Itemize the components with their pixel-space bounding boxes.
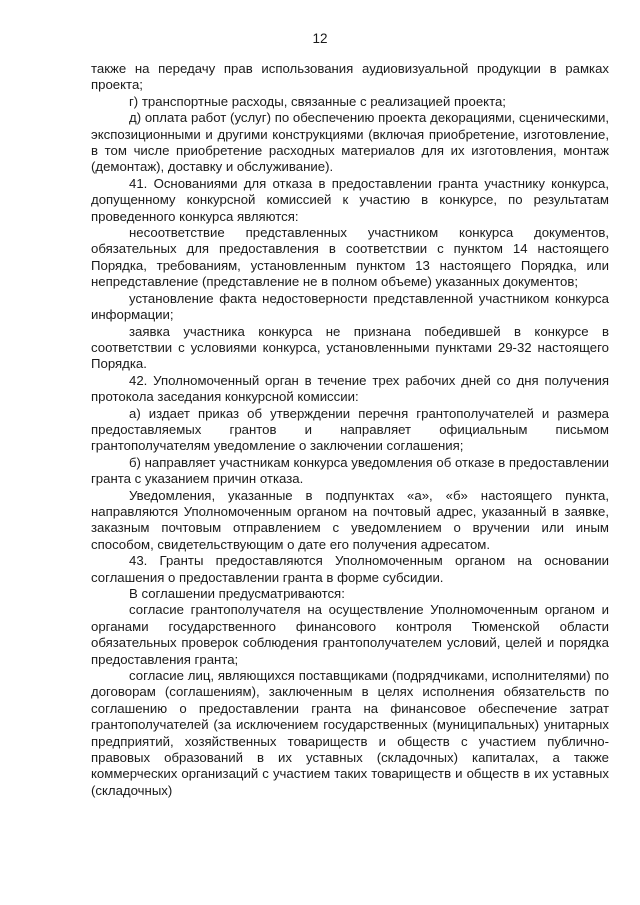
paragraph: установление факта недостоверности представленной участником конкурса информации; (91, 290, 609, 323)
paragraph: г) транспортные расходы, связанные с реализацией проекта; (129, 93, 506, 109)
paragraph: согласие грантополучателя на осуществление Уполномоченным органом и органами государственного финансового контроля Тюменской области обязательных проверок соблюдения грантополучателем условий, целей и порядка предоставления гранта; (91, 602, 609, 667)
paragraph: 42. Уполномоченный орган в течение трех рабочих дней со дня получения протокола заседания конкурсной комиссии: (91, 372, 609, 405)
paragraph: заявка участника конкурса не признана победившей в конкурсе в соответствии с условиями конкурса, установленными пунктами 29-32 настоящего Порядка. (91, 323, 609, 372)
paragraph: д) оплата работ (услуг) по обеспечению проекта декорациями, сценическими, экспозиционными и другими конструкциями (включая приобретение, изготовление, в том числе приобретение расходных материалов для их изготовления, монтаж (демонтаж), доставку и обслуживание). (91, 110, 609, 175)
paragraph: согласие лиц, являющихся поставщиками (подрядчиками, исполнителями) по договорам (соглашениям), заключенным в целях исполнения обязательств по соглашению о предоставлении гранта на финансовое обеспечение затрат грантополучателей (за исключением государственных (муниципальных) унитарных предприятий, хозяйственных товариществ и обществ с участием публично-правовых образований в их уставных (складочных) капиталах, а также коммерческих организаций с участием таких товариществ и обществ в их уставных (складочных) (91, 668, 609, 798)
paragraph: В соглашении предусматриваются: (129, 586, 345, 601)
page-number: 12 (312, 31, 328, 46)
paragraph: несоответствие представленных участником конкурса документов, обязательных для предоставления в соответствии с пунктом 14 настоящего Порядка, требованиям, установленным пунктом 13 настоящего Порядка, или непредставление (представление не в полном объеме) указанных документов; (91, 225, 609, 290)
paragraph: также на передачу прав использования аудиовизуальной продукции в рамках проекта; (91, 61, 609, 93)
paragraph: 43. Гранты предоставляются Уполномоченным органом на основании соглашения о предоставлении гранта в форме субсидии. (91, 553, 609, 585)
paragraph: Уведомления, указанные в подпунктах «а», «б» настоящего пункта, направляются Уполномоченным органом на почтовый адрес, указанный в заявке, заказным почтовым отправлением с уведомлением о вручении или иным способом, свидетельствующим о дате его получения адресатом. (91, 487, 609, 552)
document-body (91, 61, 609, 799)
paragraph: 41. Основаниями для отказа в предоставлении гранта участнику конкурса, допущенному конкурсной комиссией к участию в конкурсе, по результатам проведенного конкурса являются: (91, 175, 609, 224)
paragraph: а) издает приказ об утверждении перечня грантополучателей и размера предоставляемых грантов и направляет официальным письмом грантополучателям уведомление о заключении соглашения; (91, 405, 609, 454)
paragraph: б) направляет участникам конкурса уведомления об отказе в предоставлении гранта с указанием причин отказа. (91, 454, 609, 487)
